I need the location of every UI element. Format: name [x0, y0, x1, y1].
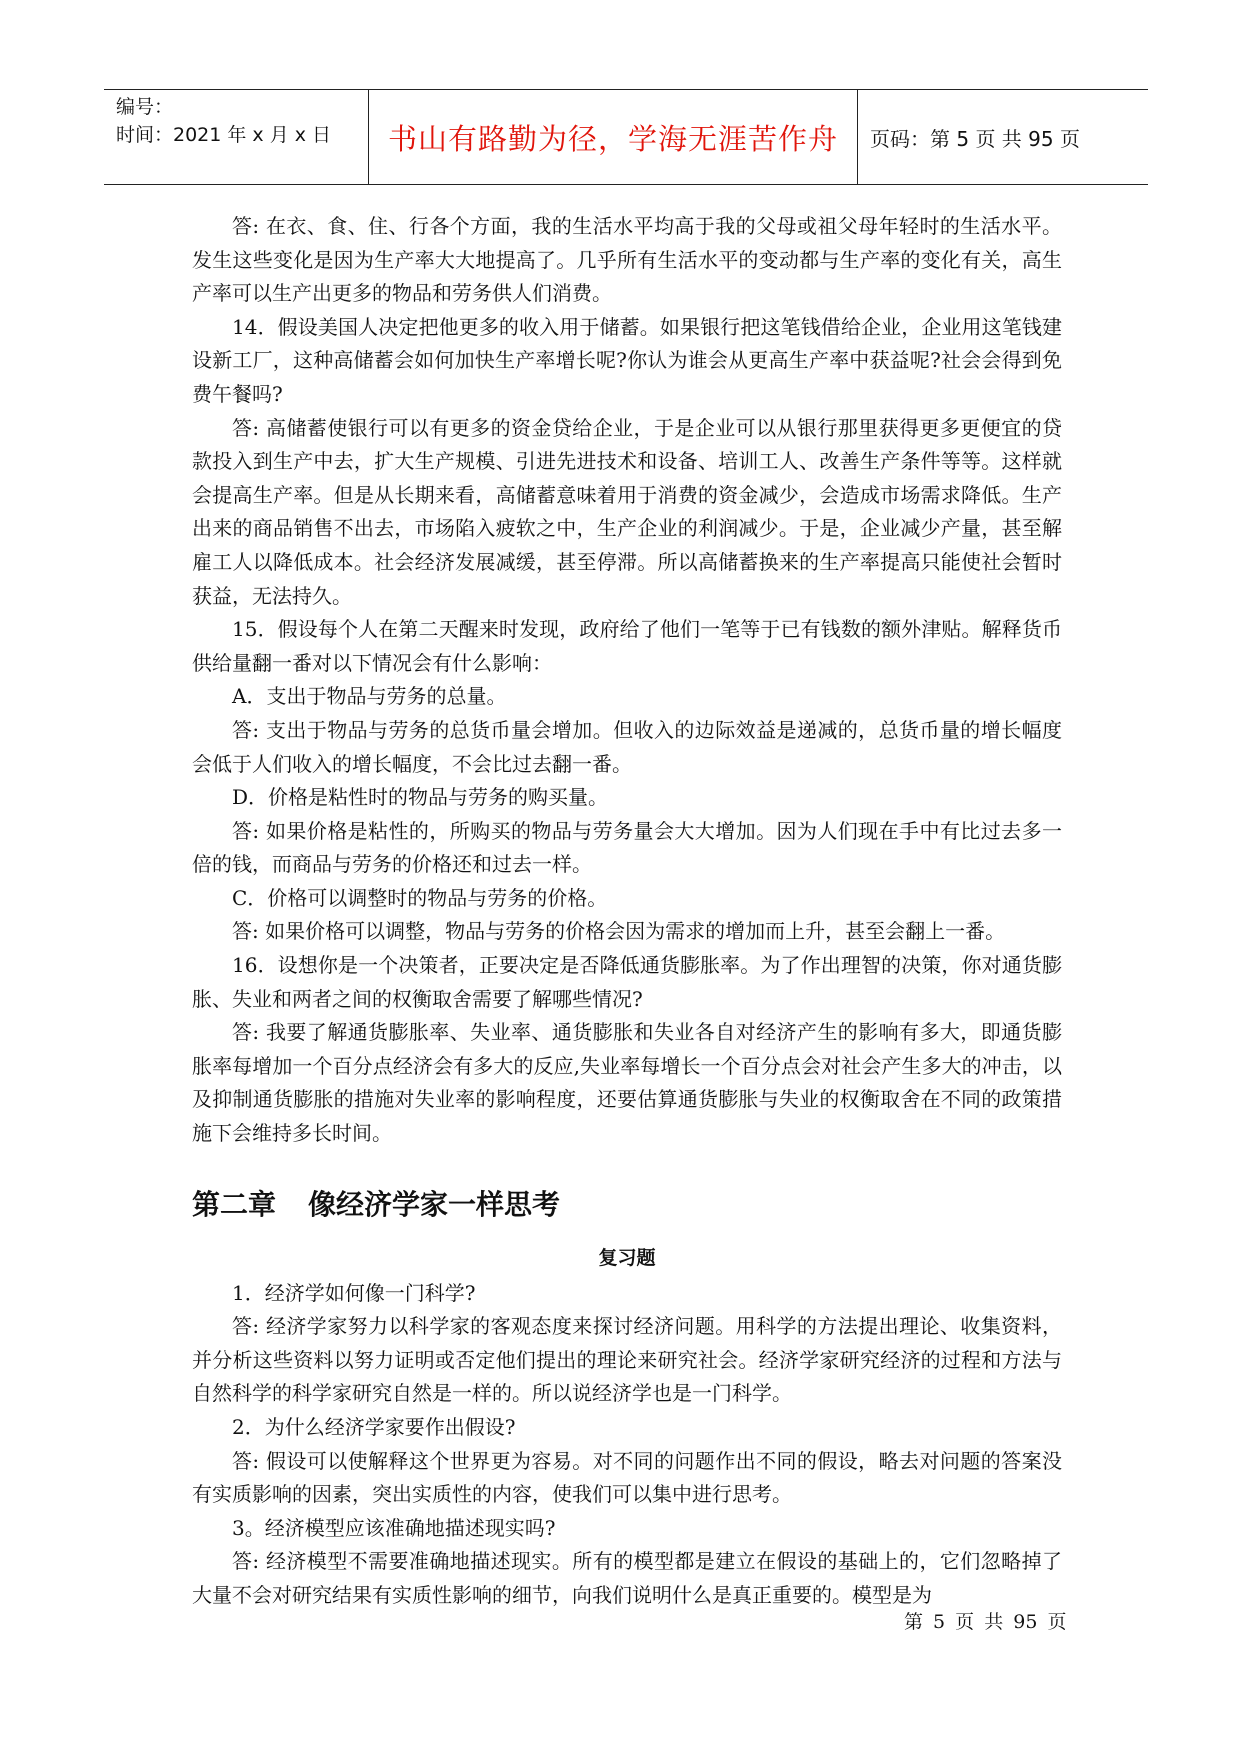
header-motto-cell: [368, 90, 858, 184]
page-code: 页码：第 5 页 共 95 页: [870, 126, 1080, 151]
paragraph: 1．经济学如何像一门科学?: [232, 1280, 476, 1305]
header-info: [116, 90, 366, 187]
page-header: [104, 89, 1148, 185]
paragraph: 答: 经济模型不需要准确地描述现实。所有的模型都是建立在假设的基础上的，它们忽略掉了大量不会对研究结果有实质性影响的细节，向我们说明什么是真正重要的。模型是为: [192, 1549, 1062, 1607]
paragraph: 答: 在衣、食、住、行各个方面，我的生活水平均高于我的父母或祖父母年轻时的生活水平。发生这些变化是因为生产率大大地提高了。几乎所有生活水平的变动都与生产率的变化有关，高生产率可以生产出更多的物品和劳务供人们消费。: [192, 214, 1062, 306]
paragraph: 答: 我要了解通货膨胀率、失业率、通货膨胀和失业各自对经济产生的影响有多大，即通货膨胀率每增加一个百分点经济会有多大的反应,失业率每增长一个百分点会对社会产生多大的冲击，以及抑制通货膨胀的措施对失业率的影响程度，还要估算通货膨胀与失业的权衡取舍在不同的政策措施下会维持多长时间。: [192, 1020, 1062, 1146]
paragraph: 2．为什么经济学家要作出假设?: [232, 1415, 516, 1439]
page-footer: 第 5 页 共 95 页: [904, 1611, 1067, 1633]
document-body: [192, 210, 1062, 1613]
motto-text: 书山有路勤为径，学海无涯苦作舟: [387, 121, 838, 156]
chapter-title: 像经济学家一样思考: [308, 1187, 561, 1221]
time-label: 时间：2021 年 x 月 x 日: [116, 124, 332, 146]
paragraph: 答: 如果价格可以调整，物品与劳务的价格会因为需求的增加而上升，甚至会翻上一番。: [232, 919, 1006, 944]
chapter-number: 第二章: [192, 1187, 277, 1221]
paragraph: 15．假设每个人在第二天醒来时发现，政府给了他们一笔等于已有钱数的额外津贴。解释货币供给量翻一番对以下情况会有什么影响：: [192, 617, 1062, 675]
paragraph: C．价格可以调整时的物品与劳务的价格。: [232, 885, 608, 910]
paragraph: 答: 经济学家努力以科学家的客观态度来探讨经济问题。用科学的方法提出理论、收集资料，并分析这些资料以努力证明或否定他们提出的理论来研究社会。经济学家研究经济的过程和方法与自然科学的科学家研究自然是一样的。所以说经济学也是一门科学。: [192, 1314, 1062, 1406]
paragraph: 答: 支出于物品与劳务的总货币量会增加。但收入的边际效益是递减的，总货币量的增长幅度会低于人们收入的增长幅度，不会比过去翻一番。: [192, 717, 1062, 776]
chapter-heading: [192, 1187, 1062, 1223]
paragraph: 答: 高储蓄使银行可以有更多的资金贷给企业，于是企业可以从银行那里获得更多更便宜的贷款投入到生产中去，扩大生产规模、引进先进技术和设备、培训工人、改善生产条件等等。这样就会提高生产率。但是从长期来看，高储蓄意味着用于消费的资金减少，会造成市场需求降低。生产出来的商品销售不出去，市场陷入疲软之中，生产企业的利润减少。于是，企业减少产量，甚至解雇工人以降低成本。社会经济发展减缓，甚至停滞。所以高储蓄换来的生产率提高只能使社会暂时获益，无法持久。: [192, 415, 1062, 608]
paragraph: D．价格是粘性时的物品与劳务的购买量。: [232, 785, 609, 810]
header-page-code-cell: [870, 90, 1150, 184]
paragraph: 答: 假设可以使解释这个世界更为容易。对不同的问题作出不同的假设，略去对问题的答案没有实质影响的因素，突出实质性的内容，使我们可以集中进行思考。: [192, 1448, 1062, 1507]
paragraph: 3。经济模型应该准确地描述现实吗?: [232, 1515, 556, 1540]
number-label: 编号：: [116, 96, 174, 118]
paragraph: 答: 如果价格是粘性的，所购买的物品与劳务量会大大增加。因为人们现在手中有比过去多一倍的钱，而商品与劳务的价格还和过去一样。: [192, 818, 1062, 877]
paragraph: A．支出于物品与劳务的总量。: [232, 684, 507, 709]
section-heading: 复习题: [598, 1246, 656, 1269]
paragraph: 16．设想你是一个决策者，正要决定是否降低通货膨胀率。为了作出理智的决策，你对通货膨胀、失业和两者之间的权衡取舍需要了解哪些情况?: [192, 953, 1062, 1011]
paragraph: 14．假设美国人决定把他更多的收入用于储蓄。如果银行把这笔钱借给企业，企业用这笔钱建设新工厂，这种高储蓄会如何加快生产率增长呢?你认为谁会从更高生产率中获益呢?社会会得到免费午餐吗?: [192, 314, 1062, 406]
